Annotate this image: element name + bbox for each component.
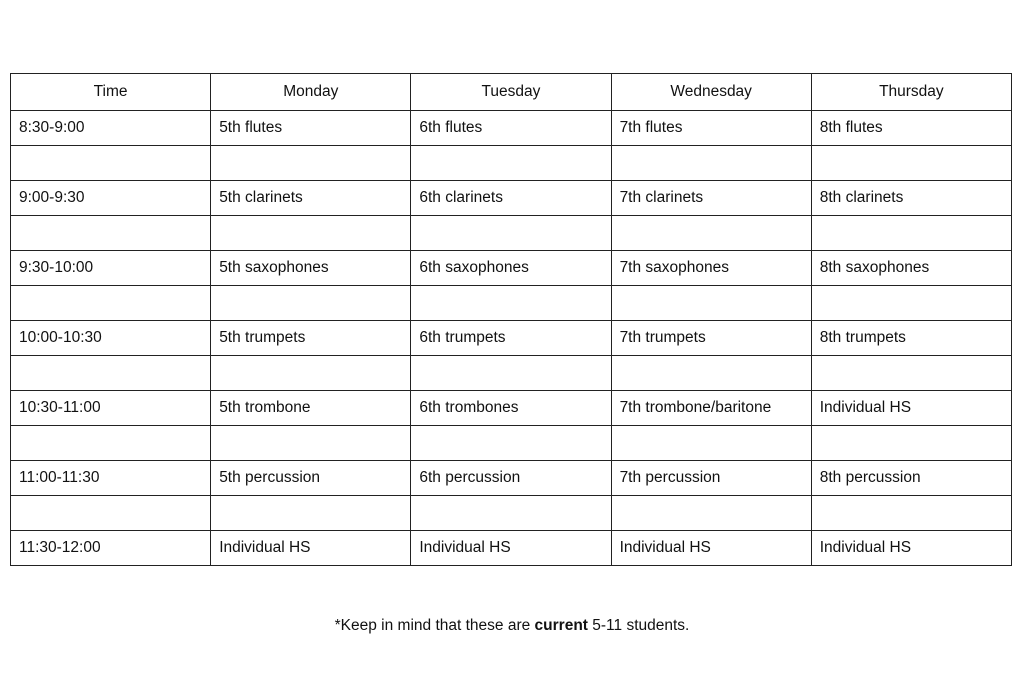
time-cell [11,426,211,461]
time-cell: 10:00-10:30 [11,321,211,356]
table-cell [411,146,611,181]
spacer-row [11,216,1012,251]
table-cell [611,146,811,181]
table-cell [411,496,611,531]
table-row [11,391,1012,426]
table-cell [811,286,1011,321]
time-cell [11,286,211,321]
time-cell [11,216,211,251]
time-cell: 11:30-12:00 [11,531,211,566]
footnote-text-end: 5-11 students. [587,617,690,634]
table-cell [211,496,411,531]
time-cell: 10:30-11:00 [11,391,211,426]
table-cell: Individual HS [211,531,411,566]
spacer-row [11,426,1012,461]
table-cell [611,286,811,321]
table-cell [611,426,811,461]
table-cell: 8th saxophones [811,251,1011,286]
time-cell: 9:00-9:30 [11,181,211,216]
spacer-row [11,496,1012,531]
time-cell: 11:00-11:30 [11,461,211,496]
spacer-row [11,286,1012,321]
table-row [11,181,1012,216]
footnote [0,617,1024,635]
table-cell: 7th percussion [611,461,811,496]
time-cell [11,356,211,391]
table-cell [211,146,411,181]
table-cell: 6th flutes [411,111,611,146]
table-row [11,251,1012,286]
table-cell: 6th trumpets [411,321,611,356]
table-cell [611,496,811,531]
table-cell: 7th trombone/baritone [611,391,811,426]
table-cell: 5th percussion [211,461,411,496]
table-row [11,111,1012,146]
table-cell [611,216,811,251]
table-cell [411,356,611,391]
time-cell: 9:30-10:00 [11,251,211,286]
footnote-text: *Keep in mind that these are [334,617,535,634]
table-cell: 7th trumpets [611,321,811,356]
table-cell [211,286,411,321]
table-cell: 5th clarinets [211,181,411,216]
table-cell [811,496,1011,531]
table-cell: 8th flutes [811,111,1011,146]
table-cell: 5th saxophones [211,251,411,286]
table-cell: 7th flutes [611,111,811,146]
table-cell: Individual HS [611,531,811,566]
table-cell [811,426,1011,461]
column-header: Tuesday [411,74,611,111]
table-cell: 6th trombones [411,391,611,426]
table-cell [811,146,1011,181]
table-cell: 5th trombone [211,391,411,426]
table-cell: 6th percussion [411,461,611,496]
table-cell [411,286,611,321]
table-row [11,321,1012,356]
table-cell [611,356,811,391]
table-row [11,531,1012,566]
table-cell [811,216,1011,251]
table-cell: 6th clarinets [411,181,611,216]
table-cell [411,426,611,461]
table-cell: 7th saxophones [611,251,811,286]
table-cell [211,426,411,461]
table-cell: 8th clarinets [811,181,1011,216]
header-row [11,74,1012,111]
time-cell: 8:30-9:00 [11,111,211,146]
spacer-row [11,146,1012,181]
time-cell [11,146,211,181]
table-row [11,461,1012,496]
table-cell [411,216,611,251]
table-cell: Individual HS [811,531,1011,566]
table-cell: 6th saxophones [411,251,611,286]
column-header: Wednesday [611,74,811,111]
table-cell [211,356,411,391]
table-cell: 8th percussion [811,461,1011,496]
table-cell: Individual HS [411,531,611,566]
footnote-emphasis: current [534,617,588,634]
schedule-table [10,73,1012,566]
table-cell: Individual HS [811,391,1011,426]
table-cell: 5th flutes [211,111,411,146]
table-cell: 8th trumpets [811,321,1011,356]
column-header: Monday [211,74,411,111]
table-cell [211,216,411,251]
spacer-row [11,356,1012,391]
table-cell: 7th clarinets [611,181,811,216]
table-cell [811,356,1011,391]
column-header: Thursday [811,74,1011,111]
table-cell: 5th trumpets [211,321,411,356]
column-header: Time [11,74,211,111]
time-cell [11,496,211,531]
